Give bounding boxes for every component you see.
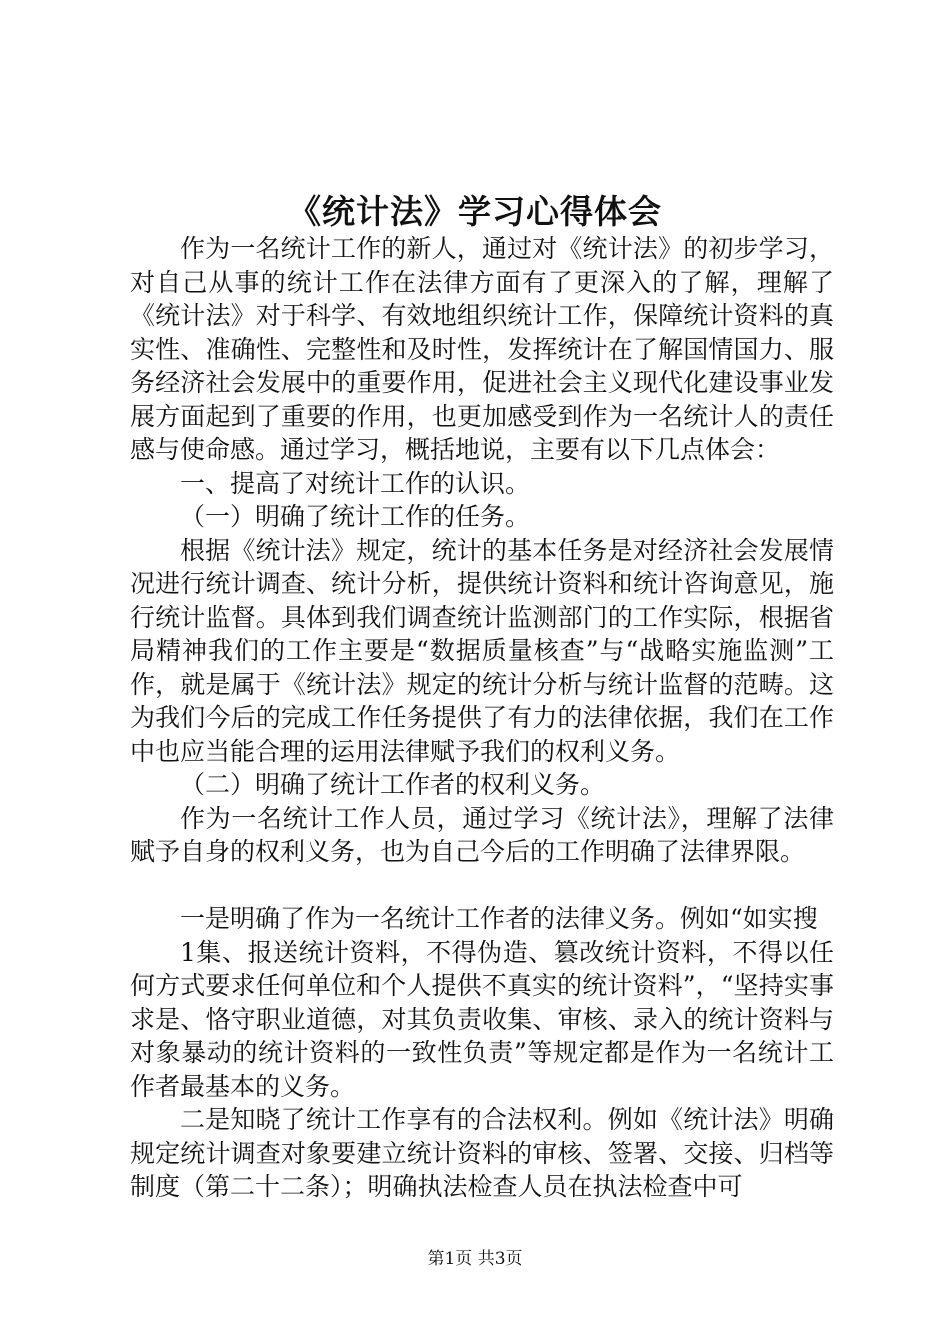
paragraph-legal-rights: 二是知晓了统计工作享有的合法权利。例如《统计法》明确规定统计调查对象要建立统计资料的审核、签署、交接、归档等制度（第二十二条）；明确执法检查人员在执法检查中可 (130, 1105, 834, 1201)
paragraph-rights: 作为一名统计工作人员，通过学习《统计法》，理解了法律赋予自身的权利义务，也为自己今后的工作明确了法律界限。 (130, 803, 834, 866)
paragraph-obligation: 一是明确了作为一名统计工作者的法律义务。例如“如实搜 (180, 904, 818, 933)
paragraph-obligation-continued: 1集、报送统计资料，不得伪造、篡改统计资料，不得以任何方式要求任何单位和个人提供不真实的统计资料”，“坚持实事求是、恪守职业道德，对其负责收集、审核、录入的统计资料与对象暴动的统计资料的一致性负责”等规定都是作为一名统计工作者最基本的义务。 (130, 937, 834, 1101)
paragraph-intro: 作为一名统计工作的新人，通过对《统计法》的初步学习，对自己从事的统计工作在法律方面有了更深入的了解，理解了《统计法》对于科学、有效地组织统计工作，保障统计资料的真实性、准确性、完整性和及时性，发挥统计在了解国情国力、服务经济社会发展中的重要作用，促进社会主义现代化建设事业发展方面起到了重要的作用，也更加感受到作为一名统计人的责任感与使命感。通过学习，概括地说，主要有以下几点体会： (130, 234, 834, 464)
document-body (130, 232, 834, 1204)
document-title: 《统计法》学习心得体会 (288, 192, 662, 231)
page-number-footer: 第1页 共3页 (427, 1249, 523, 1269)
heading-subsection-2: （二）明确了统计工作者的权利义务。 (180, 770, 606, 799)
paragraph-task: 根据《统计法》规定，统计的基本任务是对经济社会发展情况进行统计调查、统计分析，提供统计资料和统计咨询意见，施行统计监督。具体到我们调查统计监测部门的工作实际，根据省局精神我们的工作主要是“数据质量核查”与“战略实施监测”工作，就是属于《统计法》规定的统计分析与统计监督的范畴。这为我们今后的完成工作任务提供了有力的法律依据，我们在工作中也应当能合理的运用法律赋予我们的权利义务。 (130, 535, 834, 766)
heading-subsection-1: （一）明确了统计工作的任务。 (180, 502, 531, 531)
heading-section-1: 一、提高了对统计工作的认识。 (180, 468, 531, 498)
